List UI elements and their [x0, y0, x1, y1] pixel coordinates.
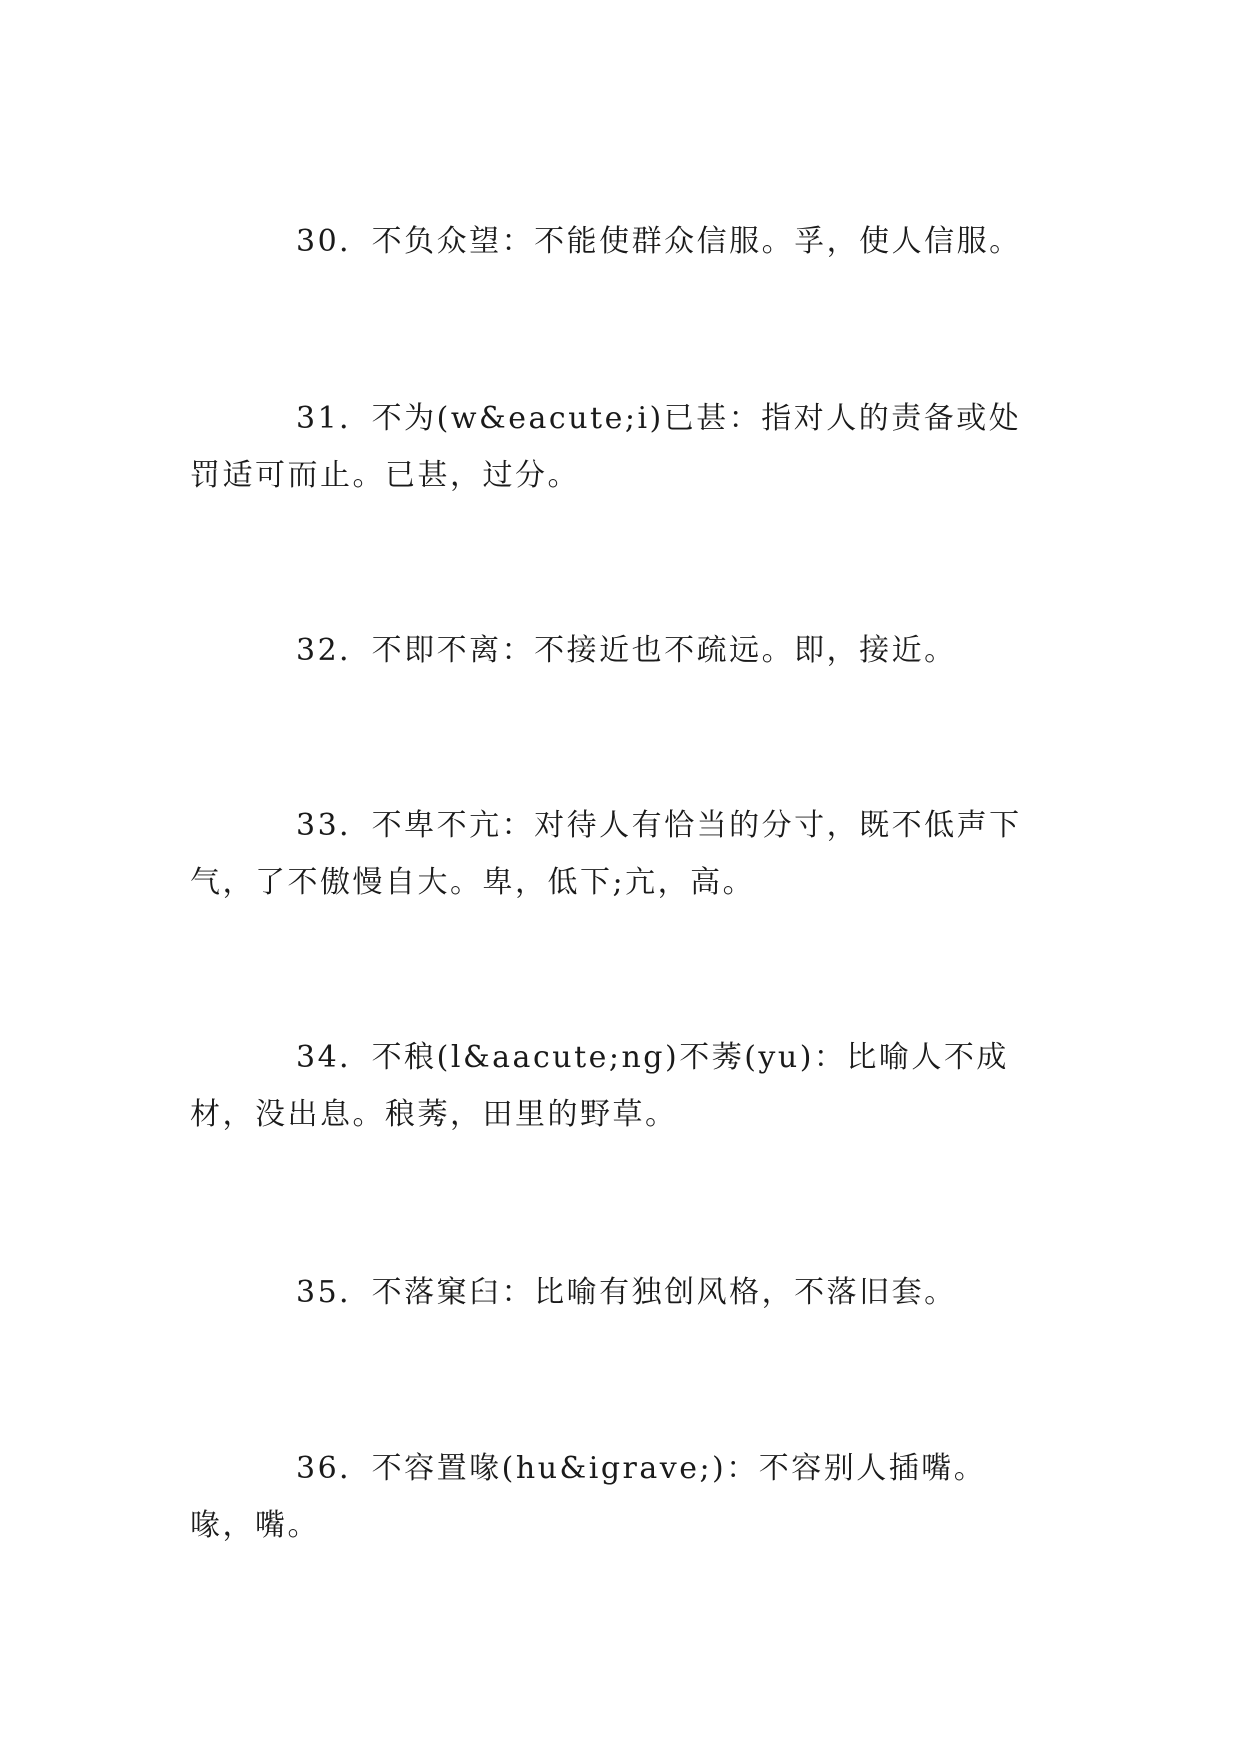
idiom-entry-34: 34．不稂(l&aacute;ng)不莠(yu)：比喻人不成材，没出息。稂莠，田里的野草。 [190, 1040, 1009, 1132]
idiom-entry-31: 31．不为(w&eacute;i)已甚：指对人的责备或处罚适可而止。已甚，过分。 [190, 401, 1022, 493]
idiom-entry-33: 33．不卑不亢：对待人有恰当的分寸，既不低声下气，了不傲慢自大。卑，低下;亢，高。 [190, 808, 1022, 900]
idiom-entry-35: 35．不落窠臼：比喻有独创风格，不落旧套。 [296, 1275, 957, 1310]
idiom-entry-32: 32．不即不离：不接近也不疏远。即，接近。 [296, 633, 957, 668]
idiom-entry-30: 30．不负众望：不能使群众信服。孚，使人信服。 [296, 224, 1022, 259]
idiom-entry-36: 36．不容置喙(hu&igrave;)：不容别人插嘴。喙，嘴。 [190, 1451, 987, 1543]
